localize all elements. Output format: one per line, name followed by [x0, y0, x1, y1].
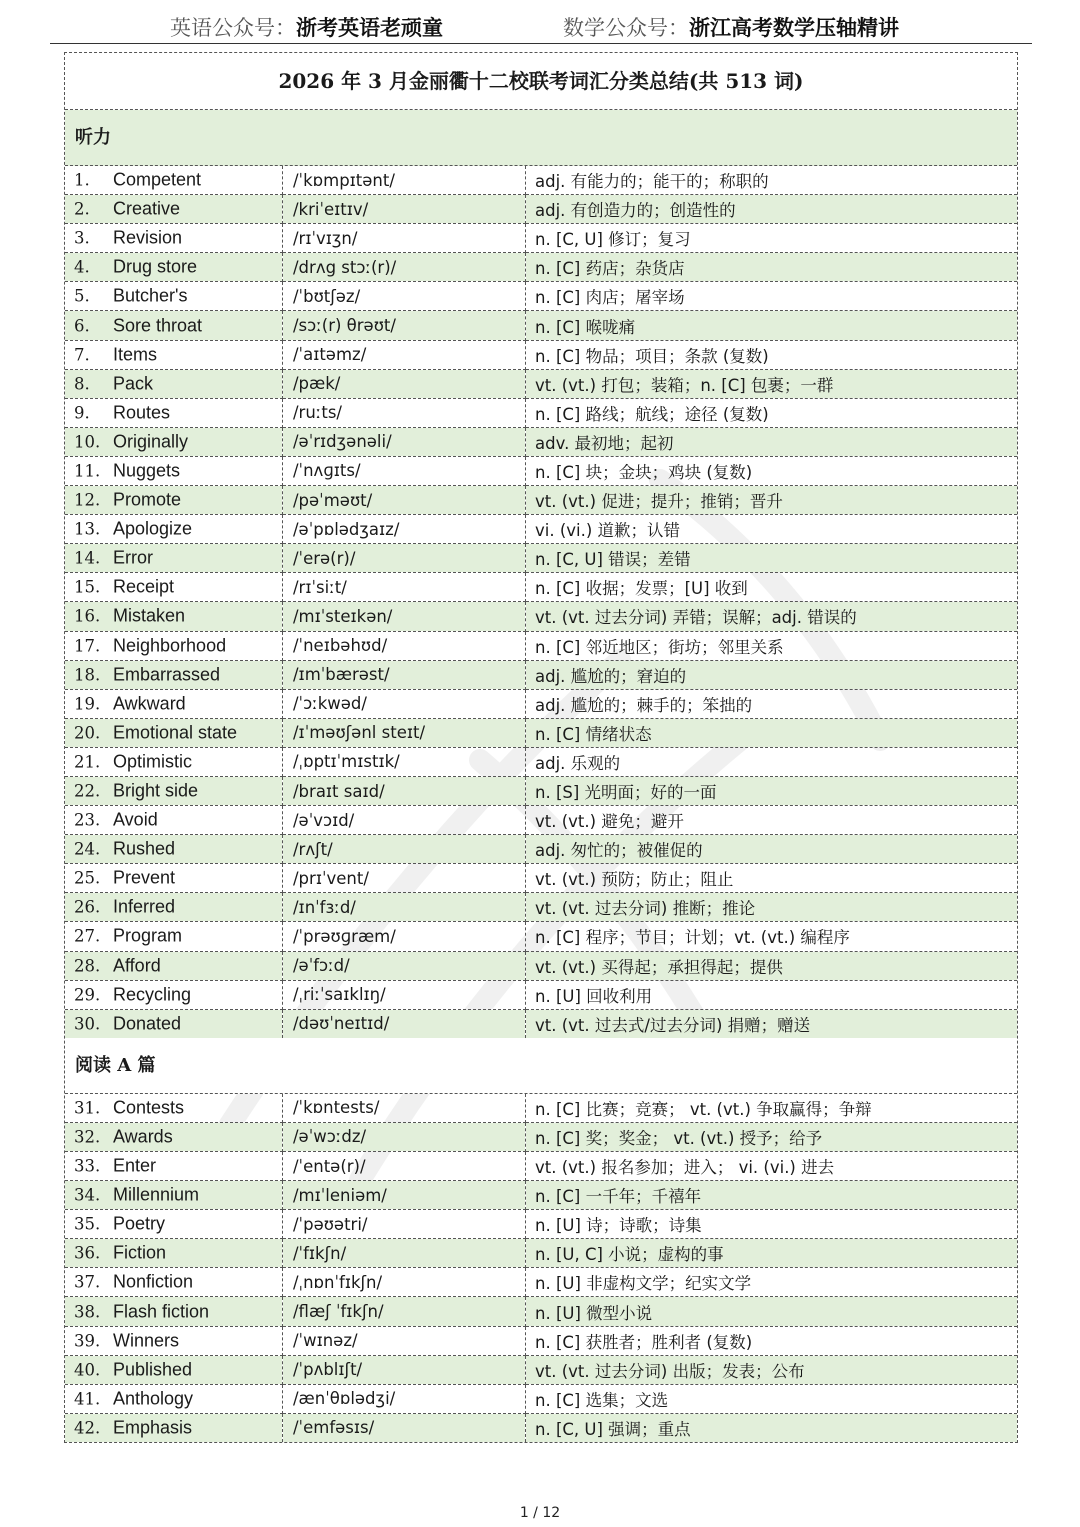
phonetic: /rɪˈvɪʒn/: [283, 224, 526, 253]
word: Millennium: [113, 1184, 200, 1205]
table-row: [65, 1239, 1017, 1268]
phonetic: /flæʃ ˈfɪkʃn/: [283, 1297, 526, 1326]
meaning: adj. 匆忙的；被催促的: [526, 835, 1018, 864]
row-number: 5.: [74, 286, 90, 306]
word: Sore throat: [113, 315, 203, 336]
word: Anthology: [113, 1388, 194, 1409]
word-cell: [65, 922, 283, 951]
phonetic: /rʌʃt/: [283, 835, 526, 864]
vocab-table: [65, 1094, 1017, 1442]
word: Prevent: [113, 867, 176, 888]
meaning: n. [U] 微型小说: [526, 1297, 1018, 1326]
phonetic: /ˈpʌblɪʃt/: [283, 1355, 526, 1384]
row-number: 14.: [74, 548, 101, 568]
table-row: [65, 1181, 1017, 1210]
table-row: [65, 398, 1017, 427]
row-number: 6.: [74, 316, 90, 336]
meaning: n. [C] 路线；航线；途径 (复数): [526, 398, 1018, 427]
word: Embarrassed: [113, 664, 221, 685]
row-number: 2.: [74, 199, 90, 219]
table-row: [65, 1268, 1017, 1297]
phonetic: /ˈkɒntests/: [283, 1094, 526, 1123]
word: Enter: [113, 1155, 157, 1176]
word-cell: [65, 835, 283, 864]
word: Awards: [113, 1126, 173, 1147]
table-row: [65, 980, 1017, 1009]
table-row: [65, 282, 1017, 311]
english-account: [170, 12, 443, 44]
row-number: 35.: [74, 1214, 101, 1234]
meaning: n. [C] 药店；杂货店: [526, 253, 1018, 282]
table-row: [65, 340, 1017, 369]
row-number: 42.: [74, 1418, 101, 1438]
table-row: [65, 515, 1017, 544]
sections-container: [65, 110, 1017, 1442]
table-row: [65, 1413, 1017, 1442]
word: Awkward: [113, 693, 186, 714]
phonetic: /drʌg stɔː(r)/: [283, 253, 526, 282]
word: Neighborhood: [113, 635, 227, 656]
word-cell: [65, 631, 283, 660]
row-number: 10.: [74, 432, 101, 452]
row-number: 31.: [74, 1098, 101, 1118]
row-number: 38.: [74, 1302, 101, 1322]
meaning: vt. (vt.) 报名参加；进入； vi. (vi.) 进去: [526, 1152, 1018, 1181]
word: Competent: [113, 169, 202, 190]
word: Optimistic: [113, 751, 193, 772]
phonetic: /pæk/: [283, 369, 526, 398]
word: Published: [113, 1359, 193, 1380]
phonetic: /mɪˈleniəm/: [283, 1181, 526, 1210]
word-cell: [65, 864, 283, 893]
row-number: 24.: [74, 839, 101, 859]
phonetic: /pəˈməʊt/: [283, 486, 526, 515]
phonetic: /əˈvɔɪd/: [283, 806, 526, 835]
table-row: [65, 311, 1017, 340]
meaning: n. [C] 肉店；屠宰场: [526, 282, 1018, 311]
table-row: [65, 922, 1017, 951]
meaning: adj. 乐观的: [526, 747, 1018, 776]
word-cell: [65, 427, 283, 456]
row-number: 15.: [74, 577, 101, 597]
word-cell: [65, 951, 283, 980]
row-number: 26.: [74, 897, 101, 917]
meaning: vt. (vt. 过去分词) 出版；发表；公布: [526, 1355, 1018, 1384]
word: Poetry: [113, 1213, 166, 1234]
row-number: 4.: [74, 257, 90, 277]
table-row: [65, 776, 1017, 805]
word-cell: [65, 544, 283, 573]
meaning: n. [S] 光明面；好的一面: [526, 776, 1018, 805]
word-cell: [65, 602, 283, 631]
word-cell: [65, 1239, 283, 1268]
table-row: [65, 806, 1017, 835]
word: Creative: [113, 198, 181, 219]
row-number: 27.: [74, 926, 101, 946]
meaning: n. [C] 程序；节目；计划；vt. (vt.) 编程序: [526, 922, 1018, 951]
row-number: 25.: [74, 868, 101, 888]
phonetic: /ˈnʌɡɪts/: [283, 456, 526, 485]
phonetic: /ˈbʊtʃəz/: [283, 282, 526, 311]
table-row: [65, 718, 1017, 747]
meaning: n. [U] 非虚构文学；纪实文学: [526, 1268, 1018, 1297]
phonetic: /ˌriːˈsaɪklɪŋ/: [283, 980, 526, 1009]
word-cell: [65, 1210, 283, 1239]
row-number: 7.: [74, 345, 90, 365]
table-row: [65, 689, 1017, 718]
word-cell: [65, 369, 283, 398]
word-cell: [65, 282, 283, 311]
word-cell: [65, 398, 283, 427]
meaning: n. [C] 获胜者；胜利者 (复数): [526, 1326, 1018, 1355]
meaning: adv. 最初地；起初: [526, 427, 1018, 456]
row-number: 9.: [74, 403, 90, 423]
phonetic: /əˈrɪdʒənəli/: [283, 427, 526, 456]
meaning: n. [C] 奖；奖金； vt. (vt.) 授予；给予: [526, 1122, 1018, 1151]
word: Afford: [113, 955, 161, 976]
meaning: vt. (vt.) 预防；防止；阻止: [526, 864, 1018, 893]
row-number: 21.: [74, 752, 101, 772]
phonetic: /ˈerə(r)/: [283, 544, 526, 573]
word: Flash fiction: [113, 1301, 210, 1322]
row-number: 30.: [74, 1014, 101, 1034]
phonetic: /ˈneɪbəhʊd/: [283, 631, 526, 660]
word: Fiction: [113, 1242, 167, 1263]
word: Bright side: [113, 780, 199, 801]
table-row: [65, 893, 1017, 922]
table-row: [65, 951, 1017, 980]
row-number: 39.: [74, 1331, 101, 1351]
table-row: [65, 253, 1017, 282]
word-cell: [65, 224, 283, 253]
word: Donated: [113, 1013, 182, 1034]
word-cell: [65, 1094, 283, 1123]
meaning: n. [U] 回收利用: [526, 980, 1018, 1009]
row-number: 23.: [74, 810, 101, 830]
word: Inferred: [113, 896, 176, 917]
phonetic: /ɪˈməʊʃənl steɪt/: [283, 718, 526, 747]
table-row: [65, 369, 1017, 398]
meaning: adj. 尴尬的；棘手的；笨拙的: [526, 689, 1018, 718]
word: Mistaken: [113, 605, 186, 626]
word-cell: [65, 806, 283, 835]
word-cell: [65, 1122, 283, 1151]
page-number: 1 / 12: [519, 1505, 561, 1521]
table-row: [65, 544, 1017, 573]
row-number: 29.: [74, 985, 101, 1005]
phonetic: /prɪˈvent/: [283, 864, 526, 893]
meaning: vt. (vt. 过去分词) 推断；推论: [526, 893, 1018, 922]
word-cell: [65, 456, 283, 485]
word: Emphasis: [113, 1417, 193, 1438]
row-number: 22.: [74, 781, 101, 801]
word-cell: [65, 1326, 283, 1355]
meaning: vt. (vt.) 促进；提升；推销；晋升: [526, 486, 1018, 515]
table-row: [65, 456, 1017, 485]
meaning: vi. (vi.) 道歉；认错: [526, 515, 1018, 544]
row-number: 17.: [74, 636, 101, 656]
word-cell: [65, 573, 283, 602]
word-cell: [65, 1384, 283, 1413]
meaning: n. [C] 块；金块；鸡块 (复数): [526, 456, 1018, 485]
word-cell: [65, 195, 283, 224]
math-account: [563, 12, 899, 44]
word: Program: [113, 925, 183, 946]
table-row: [65, 195, 1017, 224]
word-cell: [65, 486, 283, 515]
meaning: n. [C, U] 修订；复习: [526, 224, 1018, 253]
word-cell: [65, 253, 283, 282]
word-cell: [65, 1297, 283, 1326]
phonetic: /kriˈeɪtɪv/: [283, 195, 526, 224]
row-number: 8.: [74, 374, 90, 394]
table-row: [65, 747, 1017, 776]
math-account-label: 数学公众号：: [563, 16, 689, 40]
phonetic: /ˈkɒmpɪtənt/: [283, 166, 526, 195]
word: Butcher's: [113, 285, 188, 306]
table-row: [65, 1009, 1017, 1038]
row-number: 33.: [74, 1156, 101, 1176]
meaning: n. [C, U] 强调；重点: [526, 1413, 1018, 1442]
vocab-table: [65, 166, 1017, 1038]
row-number: 3.: [74, 228, 90, 248]
word: Avoid: [113, 809, 158, 830]
row-number: 34.: [74, 1185, 101, 1205]
meaning: n. [C] 一千年；千禧年: [526, 1181, 1018, 1210]
word: Error: [113, 547, 153, 568]
meaning: adj. 有创造力的；创造性的: [526, 195, 1018, 224]
word: Nonfiction: [113, 1271, 194, 1292]
word-cell: [65, 515, 283, 544]
meaning: vt. (vt.) 避免；避开: [526, 806, 1018, 835]
page-header: [0, 12, 1080, 44]
word: Pack: [113, 373, 154, 394]
phonetic: /ænˈθɒlədʒi/: [283, 1384, 526, 1413]
word-cell: [65, 776, 283, 805]
row-number: 40.: [74, 1360, 101, 1380]
meaning: n. [C] 物品；项目；条款 (复数): [526, 340, 1018, 369]
row-number: 20.: [74, 723, 101, 743]
word: Nuggets: [113, 460, 181, 481]
word-cell: [65, 340, 283, 369]
meaning: n. [U] 诗；诗歌；诗集: [526, 1210, 1018, 1239]
math-account-name: 浙江高考数学压轴精讲: [689, 15, 899, 40]
word: Contests: [113, 1097, 185, 1118]
word: Revision: [113, 227, 183, 248]
meaning: n. [U, C] 小说；虚构的事: [526, 1239, 1018, 1268]
word-cell: [65, 747, 283, 776]
table-row: [65, 864, 1017, 893]
row-number: 13.: [74, 519, 101, 539]
word: Items: [113, 344, 158, 365]
word-cell: [65, 1355, 283, 1384]
word-cell: [65, 660, 283, 689]
word-cell: [65, 689, 283, 718]
row-number: 32.: [74, 1127, 101, 1147]
header-rule: [50, 43, 1032, 44]
word-cell: [65, 311, 283, 340]
meaning: vt. (vt. 过去分词) 弄错；误解；adj. 错误的: [526, 602, 1018, 631]
table-row: [65, 631, 1017, 660]
table-row: [65, 224, 1017, 253]
word-cell: [65, 1009, 283, 1038]
phonetic: /rɪˈsiːt/: [283, 573, 526, 602]
phonetic: /dəʊˈneɪtɪd/: [283, 1009, 526, 1038]
word: Rushed: [113, 838, 176, 859]
meaning: adj. 尴尬的；窘迫的: [526, 660, 1018, 689]
phonetic: /əˈfɔːd/: [283, 951, 526, 980]
meaning: n. [C] 喉咙痛: [526, 311, 1018, 340]
english-account-label: 英语公众号：: [170, 16, 296, 40]
word: Apologize: [113, 518, 193, 539]
section-header: 听力: [65, 110, 1017, 166]
word: Promote: [113, 489, 182, 510]
meaning: n. [C] 邻近地区；街坊；邻里关系: [526, 631, 1018, 660]
meaning: n. [C] 选集；文选: [526, 1384, 1018, 1413]
meaning: n. [C, U] 错误；差错: [526, 544, 1018, 573]
phonetic: /ɪmˈbærəst/: [283, 660, 526, 689]
vocabulary-sheet: [64, 52, 1018, 1443]
meaning: n. [C] 收据；发票；[U] 收到: [526, 573, 1018, 602]
phonetic: /əˈpɒlədʒaɪz/: [283, 515, 526, 544]
word-cell: [65, 1181, 283, 1210]
table-row: [65, 1384, 1017, 1413]
table-row: [65, 1122, 1017, 1151]
phonetic: /ˈprəʊɡræm/: [283, 922, 526, 951]
meaning: vt. (vt. 过去式/过去分词) 捐赠；赠送: [526, 1009, 1018, 1038]
row-number: 37.: [74, 1272, 101, 1292]
table-row: [65, 1152, 1017, 1181]
table-row: [65, 1326, 1017, 1355]
table-row: [65, 1355, 1017, 1384]
row-number: 16.: [74, 606, 101, 626]
row-number: 36.: [74, 1243, 101, 1263]
phonetic: /əˈwɔːdz/: [283, 1122, 526, 1151]
row-number: 11.: [74, 461, 101, 481]
table-row: [65, 1094, 1017, 1123]
meaning: adj. 有能力的；能干的；称职的: [526, 166, 1018, 195]
phonetic: /ˌɒptɪˈmɪstɪk/: [283, 747, 526, 776]
row-number: 41.: [74, 1389, 101, 1409]
word-cell: [65, 1152, 283, 1181]
table-row: [65, 835, 1017, 864]
word: Receipt: [113, 576, 175, 597]
phonetic: /ˈentə(r)/: [283, 1152, 526, 1181]
row-number: 18.: [74, 665, 101, 685]
table-row: [65, 427, 1017, 456]
row-number: 1.: [74, 170, 90, 190]
word-cell: [65, 980, 283, 1009]
word-cell: [65, 1413, 283, 1442]
phonetic: /ˈemfəsɪs/: [283, 1413, 526, 1442]
table-row: [65, 1297, 1017, 1326]
english-account-name: 浙考英语老顽童: [296, 15, 443, 40]
meaning: vt. (vt.) 买得起；承担得起；提供: [526, 951, 1018, 980]
word: Emotional state: [113, 722, 238, 743]
word: Recycling: [113, 984, 192, 1005]
word: Routes: [113, 402, 171, 423]
phonetic: /mɪˈsteɪkən/: [283, 602, 526, 631]
section-header: 阅读 A 篇: [65, 1038, 1017, 1094]
table-row: [65, 660, 1017, 689]
word-cell: [65, 893, 283, 922]
word: Winners: [113, 1330, 180, 1351]
row-number: 28.: [74, 956, 101, 976]
phonetic: /ɪnˈfɜːd/: [283, 893, 526, 922]
table-row: [65, 602, 1017, 631]
phonetic: /ruːts/: [283, 398, 526, 427]
table-row: [65, 1210, 1017, 1239]
phonetic: /ˈpəʊətri/: [283, 1210, 526, 1239]
word: Originally: [113, 431, 189, 452]
word-cell: [65, 718, 283, 747]
phonetic: /sɔː(r) θrəʊt/: [283, 311, 526, 340]
table-row: [65, 486, 1017, 515]
word: Drug store: [113, 256, 198, 277]
table-row: [65, 166, 1017, 195]
row-number: 19.: [74, 694, 101, 714]
row-number: 12.: [74, 490, 101, 510]
word-cell: [65, 166, 283, 195]
document-title: 2026 年 3 月金丽衢十二校联考词汇分类总结(共 513 词): [65, 53, 1017, 110]
word-cell: [65, 1268, 283, 1297]
phonetic: /ˈwɪnəz/: [283, 1326, 526, 1355]
table-row: [65, 573, 1017, 602]
meaning: n. [C] 情绪状态: [526, 718, 1018, 747]
meaning: n. [C] 比赛；竞赛； vt. (vt.) 争取赢得；争辩: [526, 1094, 1018, 1123]
meaning: vt. (vt.) 打包；装箱；n. [C] 包裹；一群: [526, 369, 1018, 398]
phonetic: /braɪt saɪd/: [283, 776, 526, 805]
phonetic: /ˈfɪkʃn/: [283, 1239, 526, 1268]
phonetic: /ˌnɒnˈfɪkʃn/: [283, 1268, 526, 1297]
phonetic: /ˈaɪtəmz/: [283, 340, 526, 369]
phonetic: /ˈɔːkwəd/: [283, 689, 526, 718]
